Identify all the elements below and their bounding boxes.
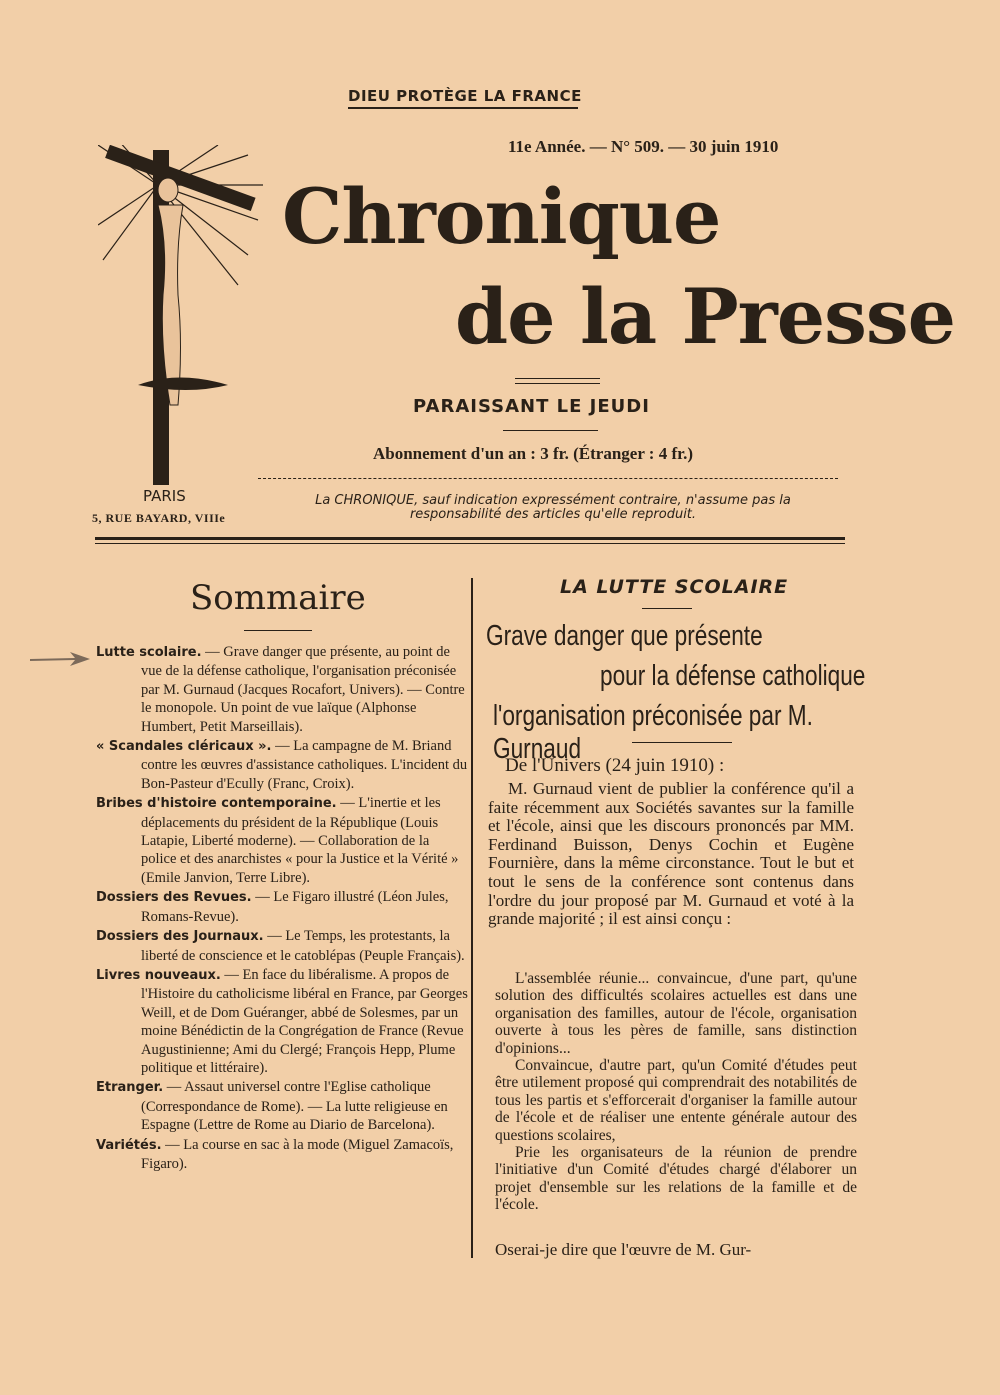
masthead-rule-thick xyxy=(95,537,845,540)
toc-entry: Dossiers des Revues. — Le Figaro illustré (Léon Jules, Romans-Revue). xyxy=(96,889,449,925)
masthead-title-line1: Chronique xyxy=(282,172,721,261)
subscription-price: Abonnement d'un an : 3 fr. (Étranger : 4 fr.) xyxy=(373,444,694,463)
disclaimer: La CHRONIQUE, sauf indication expressément contraire, n'assume pas la responsabilité des articles qu'elle reproduit. xyxy=(315,493,791,522)
dashed-rule xyxy=(258,478,838,480)
article-body xyxy=(488,780,854,929)
toc-entry: Etranger. — Assaut universel contre l'Eglise catholique (Correspondance de Rome). — La lutte religieuse en Espagne (Lettre de Rome au Diario de Barcelona). xyxy=(96,1079,448,1134)
toc-entry: Dossiers des Journaux. — Le Temps, les protestants, la liberté de conscience et le catoblépas (Peuple Français). xyxy=(96,928,465,964)
pointing-arrow-icon xyxy=(30,650,92,668)
toc-entry: Livres nouveaux. — En face du libéralisme. A propos de l'Histoire du catholicisme libéral en France, par Georges Weill, et de Dom Guéranger, abbé de Solesmes, par un moine Bénédictin de la Congrégation de France (Revue Augustinienne; Ami du Clergé; François Hepp, Plume politique et littéraire). xyxy=(96,966,468,1076)
sommaire-title: Sommaire xyxy=(190,578,366,618)
article-paragraph: M. Gurnaud vient de publier la conférence qu'il a faite récemment aux Sociétés savantes sur la famille et l'école, ainsi que les discours prononcés par MM. Ferdinand Buisson, Denys Cochin et Eugène Fournière, dans la même circonstance. Tout le but et tout le sens de la conférence sont contenus dans l'ordre du jour proposé par M. Gurnaud et voté à la grande majorité ; il est ainsi conçu : xyxy=(488,779,854,929)
masthead-rule-thin xyxy=(95,543,845,544)
crucifix-illustration xyxy=(98,145,268,490)
issue-line: 11e Année. — N° 509. — 30 juin 1910 xyxy=(508,137,779,156)
toc-entry: Bribes d'histoire contemporaine. — L'inertie et les déplacements du président de la République (Louis Latapie, Liberté moderne). — Collaboration de la police et des anarchistes « pour la Justice et la Vérité » (Emile Janvion, Terre Libre). xyxy=(96,795,459,886)
article-source: De l'Univers (24 juin 1910) : xyxy=(505,755,725,776)
article-continuation: Oserai-je dire que l'œuvre de M. Gur- xyxy=(495,1240,752,1259)
toc-entry: Lutte scolaire. — Grave danger que présente, au point de vue de la défense catholique, l'organisation préconisée par M. Gurnaud (Jacques Rocafort, Univers). — Contre le monopole. Un point de vue laïque (Alphonse Humbert, Petit Marseillais). xyxy=(96,644,465,735)
masthead-title-line2: de la Presse xyxy=(455,272,955,361)
motto: DIEU PROTÈGE LA FRANCE xyxy=(348,87,582,105)
table-of-contents xyxy=(96,643,468,1174)
motto-underline xyxy=(348,107,578,109)
quote-paragraph: L'assemblée réunie... convaincue, d'une part, qu'une solution des difficultés scolaires actuelles est dans une organisation des familles, autour de l'école, organisation ouverte à tous les pères de famille, sans distinction d'opinions... xyxy=(495,970,857,1057)
headline-line2: pour la défense catholique xyxy=(600,660,866,692)
city-label: PARIS xyxy=(143,487,186,505)
publication-frequency: PARAISSANT LE JEUDI xyxy=(413,396,650,417)
ornament-rule-2 xyxy=(503,430,598,431)
article-quote xyxy=(495,970,857,1214)
toc-entry: Variétés. — La course en sac à la mode (Miguel Zamacoïs, Figaro). xyxy=(96,1136,454,1172)
headline-line1: Grave danger que présente xyxy=(486,620,763,652)
toc-entry: « Scandales cléricaux ». — La campagne de M. Briand contre les œuvres d'assistance catholiques. L'incident du Bon-Pasteur d'Ecully (Franc, Croix). xyxy=(96,738,468,792)
sommaire-rule xyxy=(244,630,312,631)
address-label: 5, RUE BAYARD, VIIIe xyxy=(92,511,226,525)
column-divider xyxy=(471,578,473,1258)
headline-line3: l'organisation préconisée par M. Gurnaud xyxy=(493,700,813,765)
section-rule xyxy=(642,608,692,609)
headline-rule xyxy=(632,742,732,743)
ornament-rule xyxy=(515,378,600,384)
quote-paragraph: Convaincue, d'autre part, qu'un Comité d'études peut être utilement proposé qui comprendrait des notabilités de tous les partis et s'efforcerait d'organiser la famille autour de l'école et de réaliser une entente générale autour des questions scolaires, xyxy=(495,1057,857,1144)
quote-paragraph: Prie les organisateurs de la réunion de prendre l'initiative d'un Comité d'études chargé d'élaborer un projet d'ensemble sur les relations de la famille et de l'école. xyxy=(495,1144,857,1214)
section-title: LA LUTTE SCOLAIRE xyxy=(560,576,789,598)
